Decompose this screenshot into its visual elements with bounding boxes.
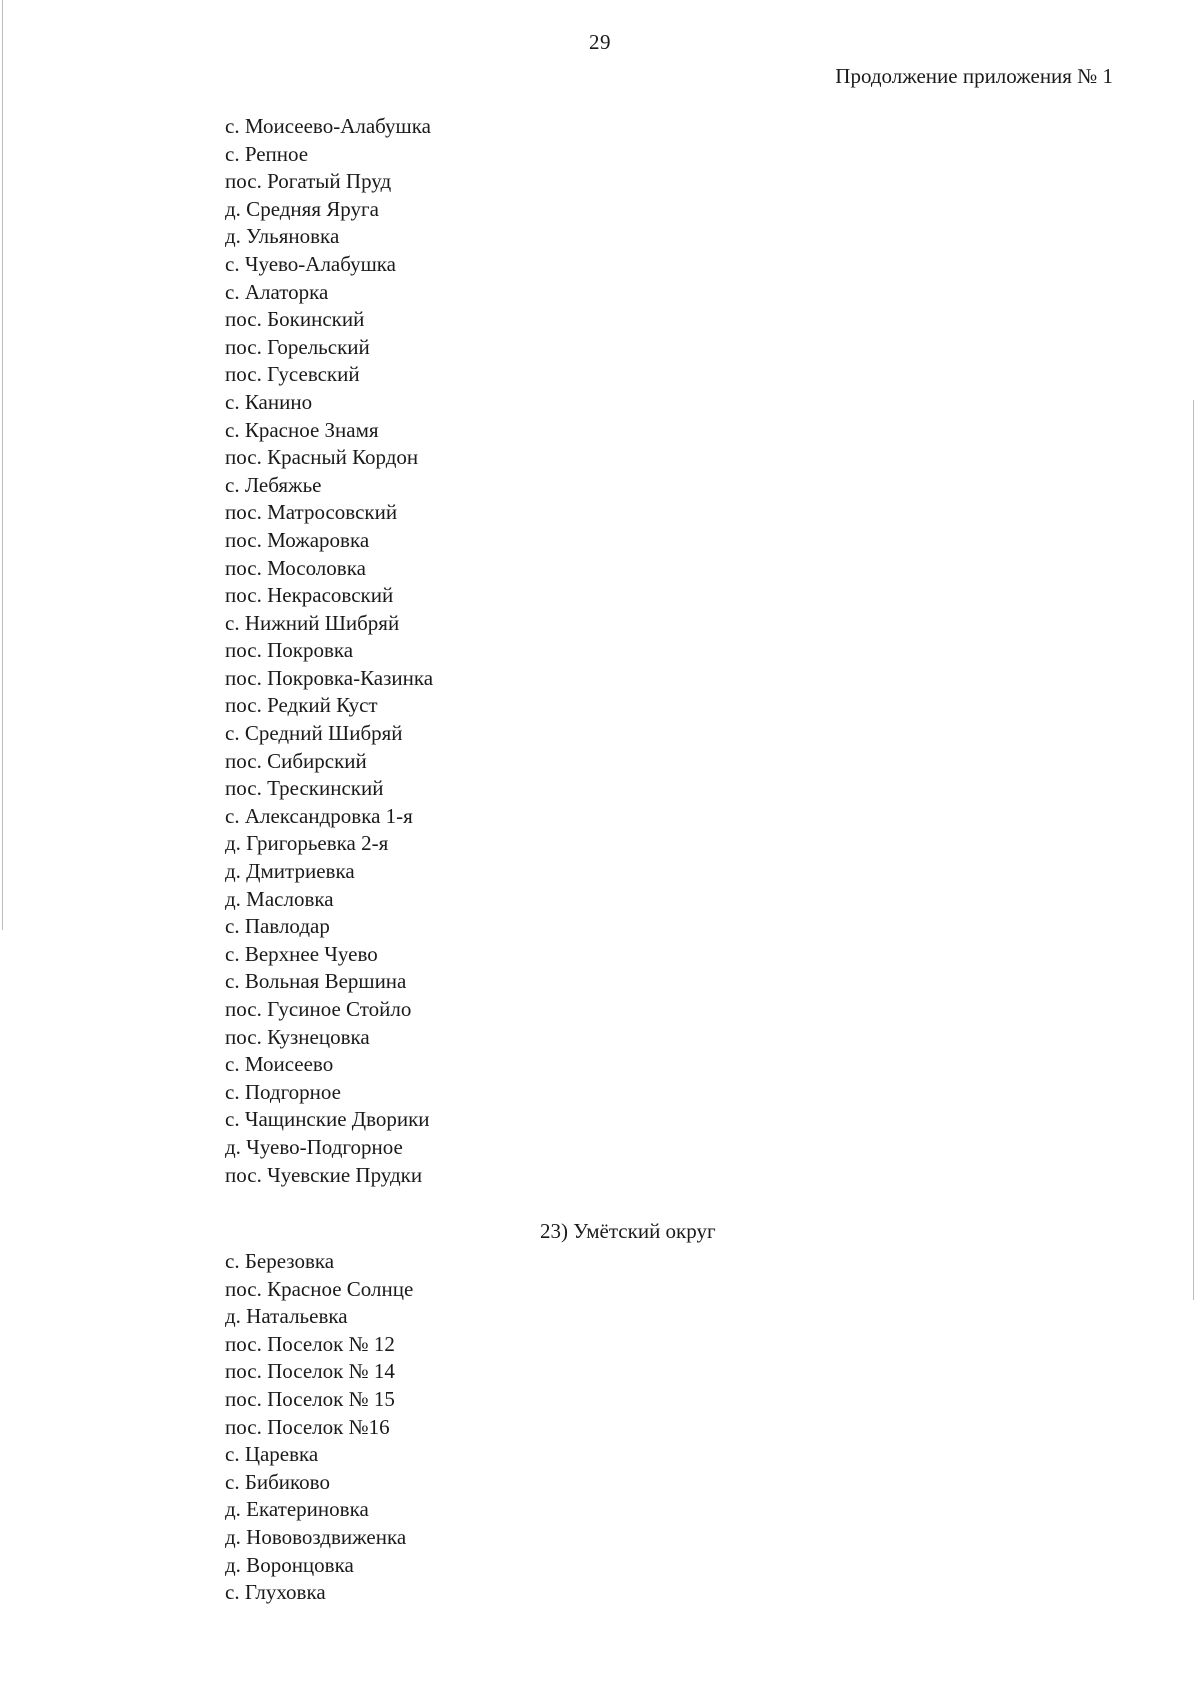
- list-item: с. Моисеево-Алабушка: [225, 114, 431, 138]
- scan-edge-left: [2, 0, 3, 930]
- list-item: д. Екатериновка: [225, 1497, 369, 1522]
- list-item: пос. Некрасовский: [225, 583, 394, 608]
- list-item: с. Вольная Вершина: [225, 969, 407, 994]
- list-item: с. Средний Шибряй: [225, 721, 403, 746]
- section-heading-umetsky-okrug: 23) Умётский округ: [540, 1219, 716, 1243]
- list-item: с. Подгорное: [225, 1079, 341, 1104]
- list-item: пос. Гусиное Стойло: [225, 997, 412, 1021]
- list-item: с. Бибиково: [225, 1469, 330, 1494]
- list-item: пос. Поселок № 14: [225, 1359, 395, 1384]
- list-item: пос. Рогатый Пруд: [225, 169, 392, 194]
- list-item: д. Чуево-Подгорное: [225, 1134, 403, 1159]
- list-item: пос. Трескинский: [225, 776, 384, 801]
- list-item: д. Масловка: [225, 886, 334, 911]
- list-item: пос. Сибирский: [225, 748, 367, 773]
- list-item: с. Чащинские Дворики: [225, 1107, 430, 1132]
- list-item: с. Павлодар: [225, 914, 330, 939]
- scan-edge-right: [1193, 400, 1194, 1300]
- list-item: пос. Матросовский: [225, 500, 398, 525]
- list-item: пос. Редкий Куст: [225, 693, 378, 718]
- list-item: пос. Кузнецовка: [225, 1024, 370, 1049]
- list-item: пос. Горельский: [225, 334, 370, 359]
- list-item: пос. Гусевский: [225, 362, 360, 387]
- list-item: с. Нижний Шибряй: [225, 610, 400, 635]
- appendix-continuation-note: Продолжение приложения № 1: [835, 64, 1113, 88]
- list-item: с. Верхнее Чуево: [225, 941, 378, 966]
- settlement-list: [225, 113, 433, 1189]
- list-item: пос. Покровка: [225, 638, 354, 663]
- list-item: д. Нововоздвиженка: [225, 1524, 407, 1549]
- list-item: пос. Мосоловка: [225, 555, 366, 580]
- list-item: д. Григорьевка 2-я: [225, 831, 389, 856]
- list-item: пос. Можаровка: [225, 527, 370, 552]
- list-item: с. Чуево-Алабушка: [225, 251, 397, 276]
- list-item: д. Ульяновка: [225, 224, 340, 249]
- list-item: пос. Бокинский: [225, 307, 365, 332]
- list-item: пос. Поселок № 15: [225, 1386, 395, 1411]
- list-item: пос. Красное Солнце: [225, 1276, 414, 1301]
- list-item: пос. Красный Кордон: [225, 445, 419, 470]
- list-item: пос. Поселок № 12: [225, 1331, 395, 1356]
- list-item: с. Канино: [225, 389, 313, 414]
- list-item: с. Глуховка: [225, 1580, 326, 1605]
- list-item: с. Александровка 1-я: [225, 803, 413, 828]
- list-item: с. Лебяжье: [225, 472, 322, 497]
- page-number: 29: [589, 30, 611, 54]
- list-item: пос. Чуевские Прудки: [225, 1162, 423, 1187]
- list-item: с. Березовка: [225, 1249, 335, 1273]
- list-item: с. Репное: [225, 141, 309, 166]
- list-item: пос. Покровка-Казинка: [225, 665, 434, 690]
- list-item: пос. Поселок №16: [225, 1414, 390, 1439]
- list-item: с. Красное Знамя: [225, 417, 379, 442]
- list-item: д. Воронцовка: [225, 1552, 354, 1577]
- list-item: д. Средняя Яруга: [225, 196, 379, 221]
- umetsky-settlement-list: [225, 1248, 413, 1607]
- list-item: д. Натальевка: [225, 1304, 348, 1329]
- list-item: с. Царевка: [225, 1442, 319, 1467]
- list-item: с. Алаторка: [225, 279, 329, 304]
- list-item: с. Моисеево: [225, 1052, 334, 1077]
- list-item: д. Дмитриевка: [225, 859, 355, 884]
